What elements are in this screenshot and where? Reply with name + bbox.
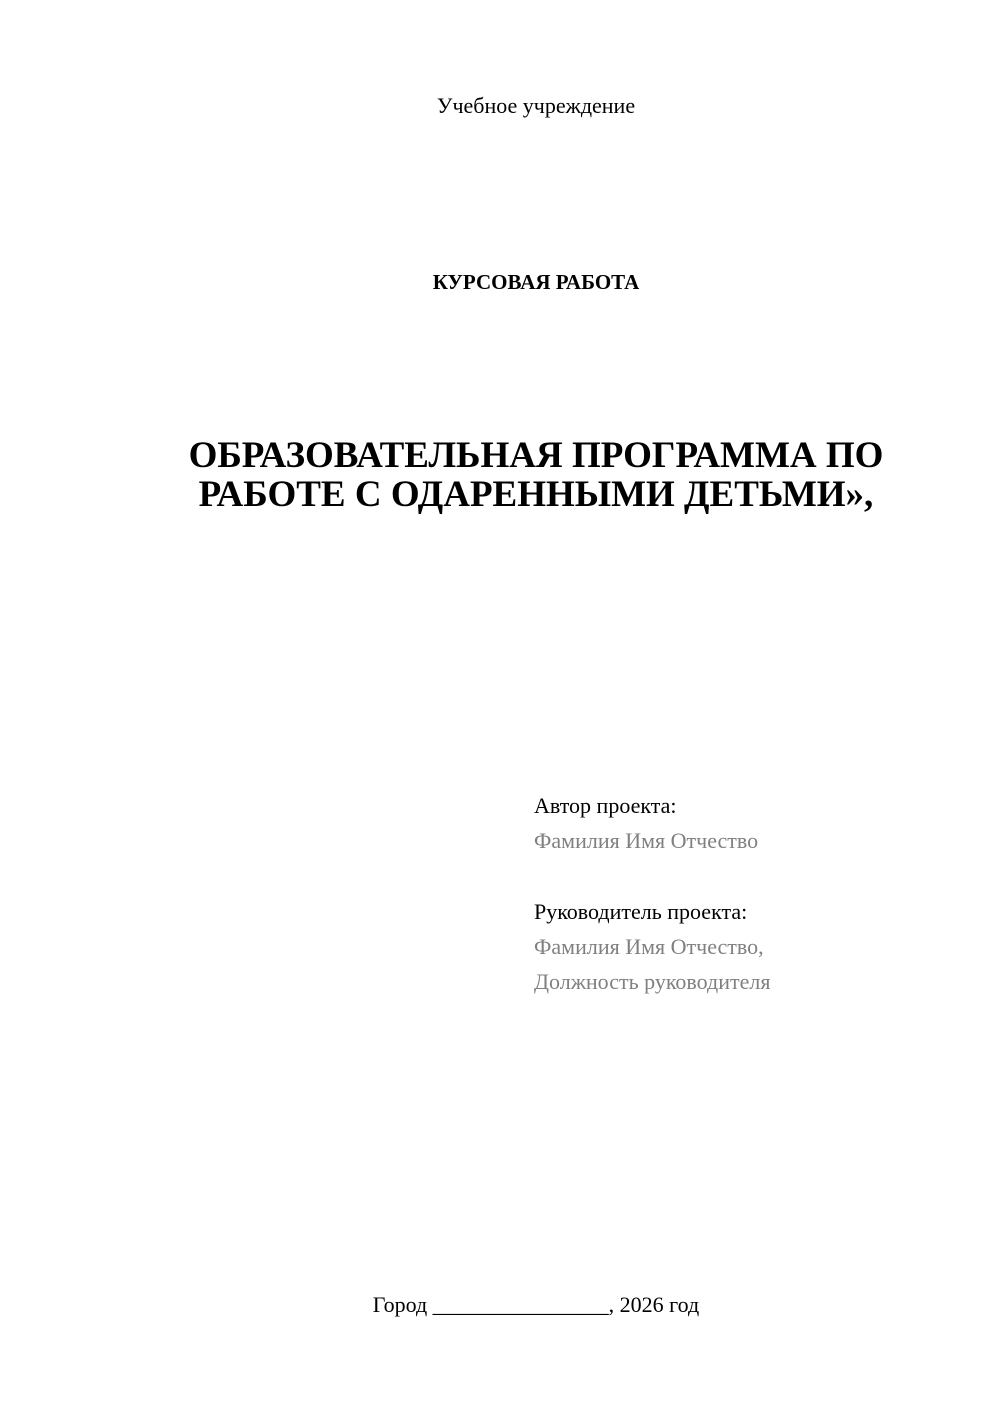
supervisor-position: Должность руководителя xyxy=(534,969,771,994)
author-name: Фамилия Имя Отчество xyxy=(534,828,759,853)
author-label: Автор проекта: xyxy=(534,793,677,818)
credits-block xyxy=(534,788,770,999)
document-title-line-2: РАБОТЕ С ОДАРЕННЫМИ ДЕТЬМИ», xyxy=(198,474,874,515)
supervisor-name: Фамилия Имя Отчество, xyxy=(534,934,764,959)
spacer xyxy=(534,858,770,894)
document-title-line-1: ОБРАЗОВАТЕЛЬНАЯ ПРОГРАММА ПО xyxy=(188,435,884,476)
city-year-line: Город ________________, 2026 год xyxy=(372,1292,700,1317)
institution-name: Учебное учреждение xyxy=(436,93,636,118)
work-type-heading: КУРСОВАЯ РАБОТА xyxy=(432,270,640,294)
supervisor-label: Руководитель проекта: xyxy=(534,899,748,924)
document-title xyxy=(0,436,1000,514)
